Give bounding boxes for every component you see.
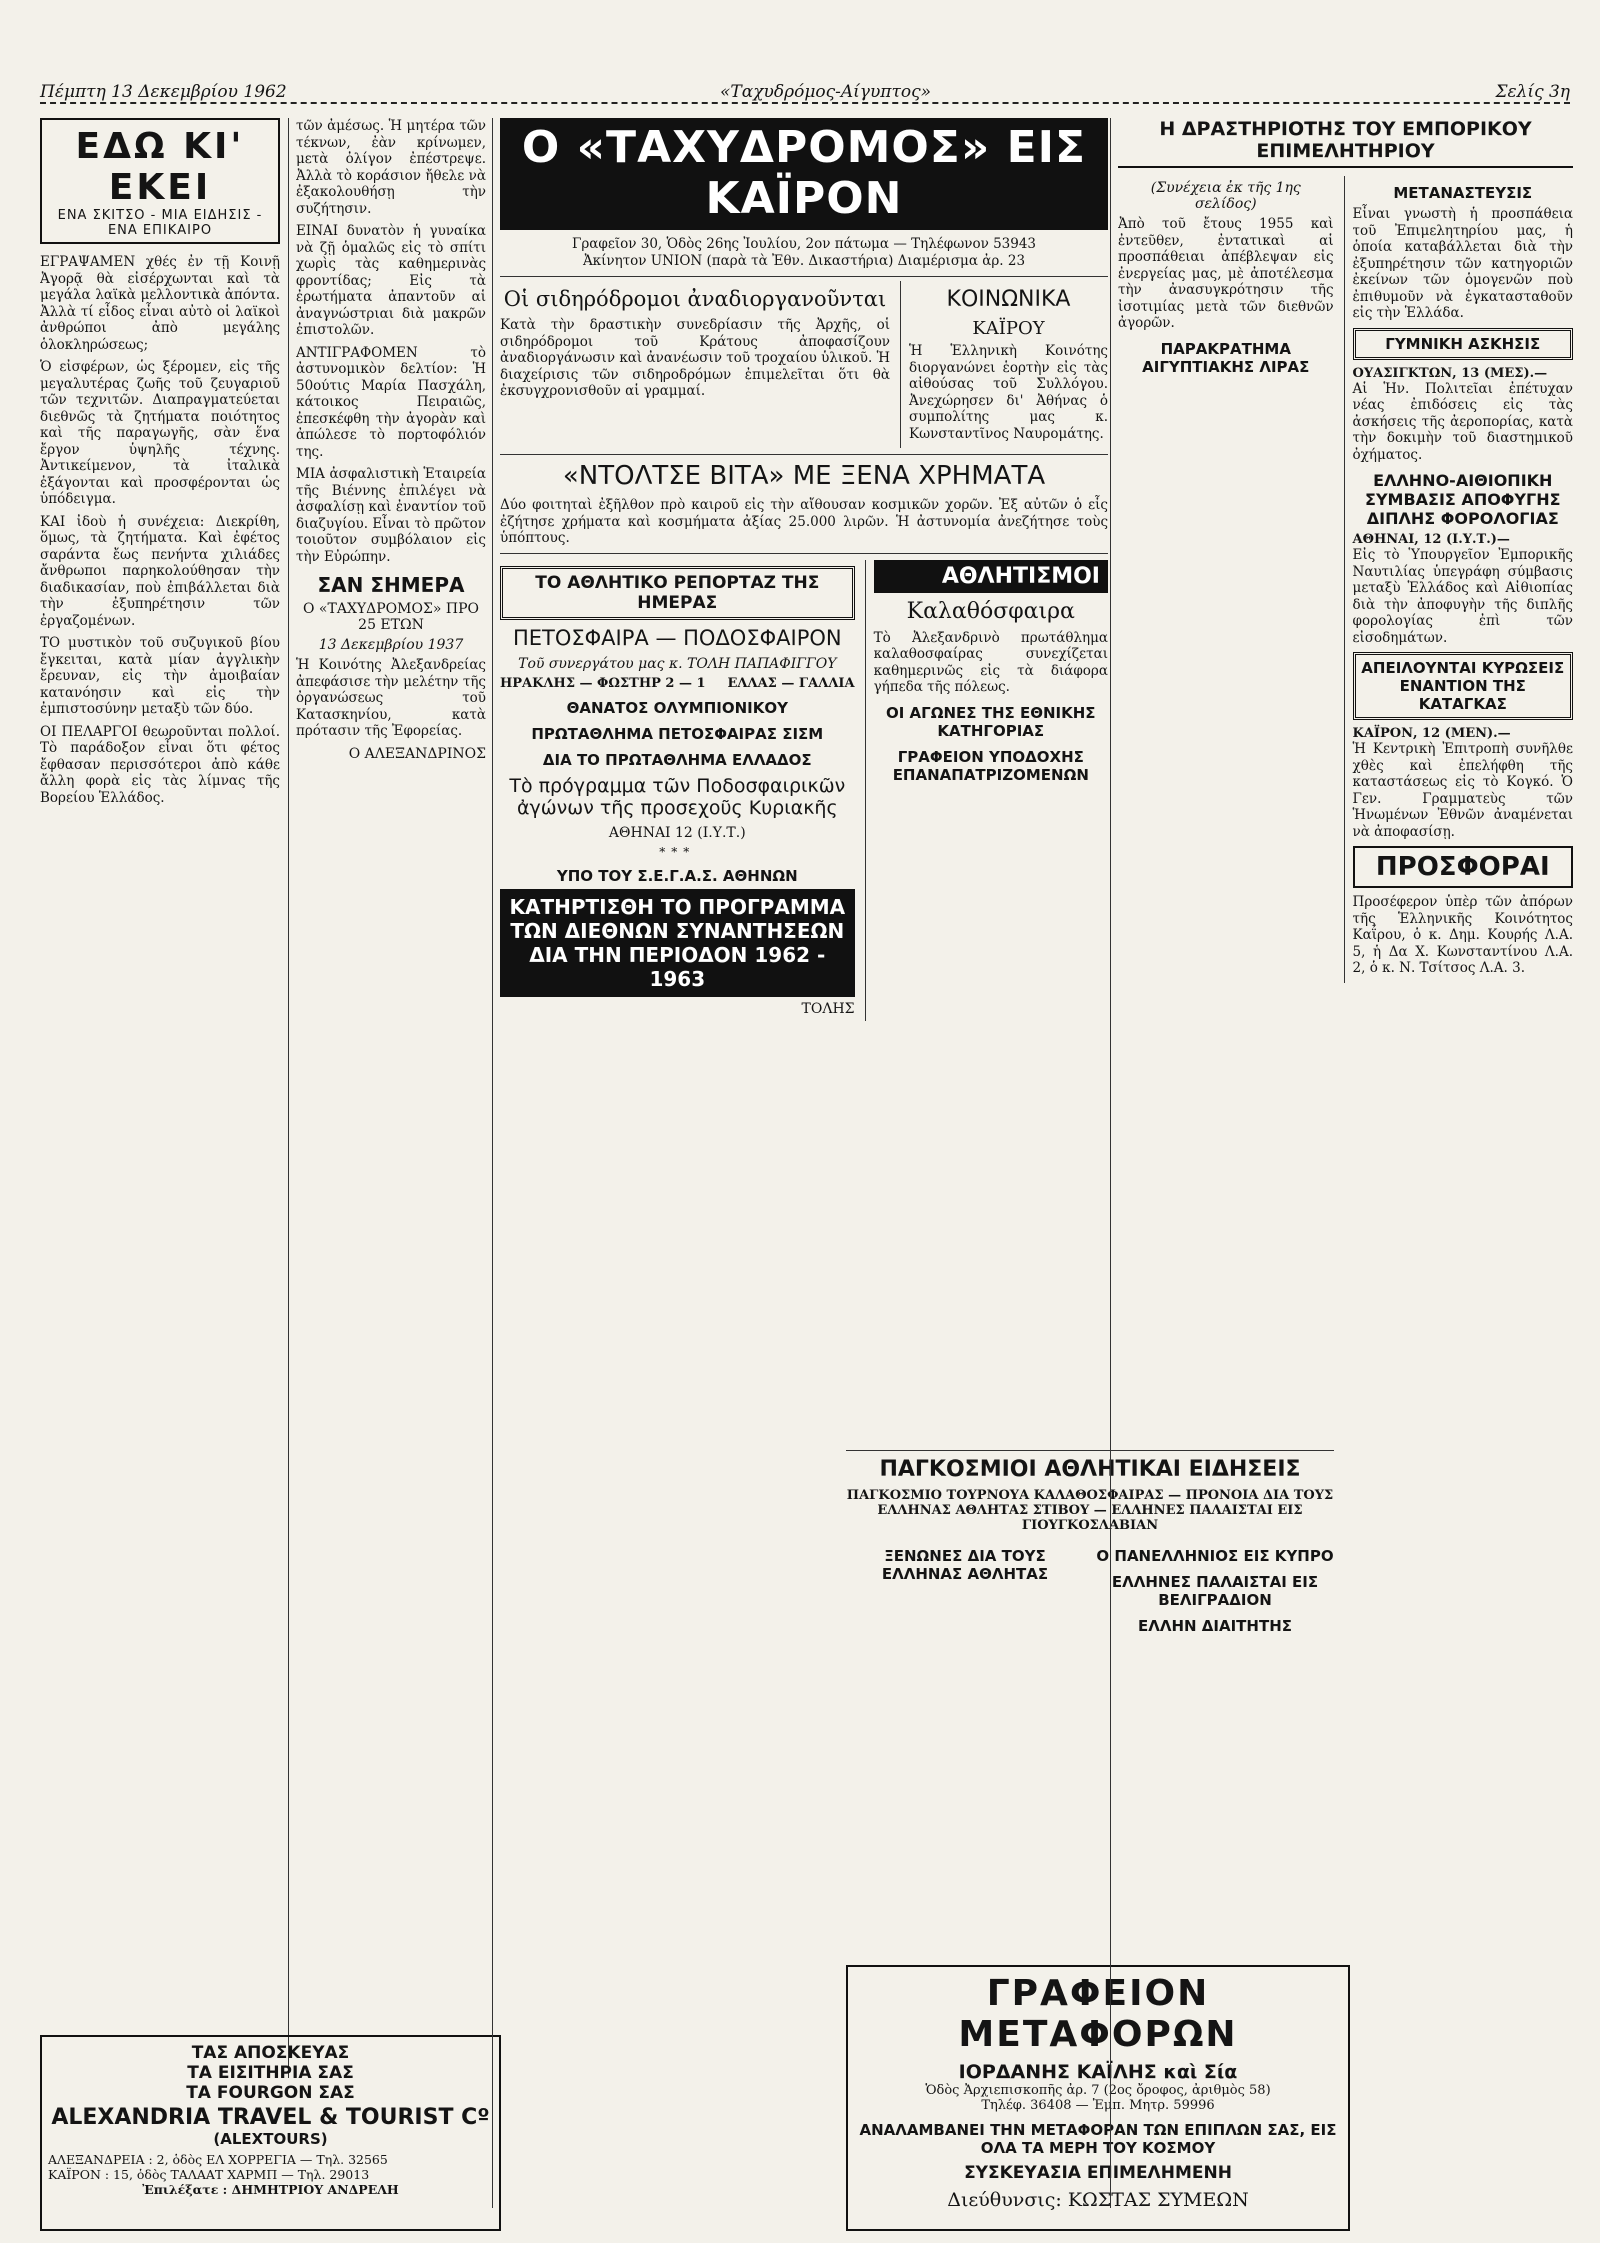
- transport-ad-phone: Τηλέφ. 36408 — Ἐμπ. Μητρ. 59996: [981, 2098, 1215, 2113]
- referee-heading: ΕΛΛΗΝ ΔΙΑΙΤΗΤΗΣ: [1138, 1617, 1292, 1635]
- col1-paragraph: ΕΓΡΑΨΑΜΕΝ χθές ἐν τῇ Κοινῇ Ἀγορᾷ θὰ εἰσέρχωνται καὶ τὰ μεγάλα λαϊκὰ μελλοντικὰ ἀπόντα. Ἀλλὰ τί εἶδος εἶναι αὐτὸ οἱ λαϊκοὶ ἀνθρώποι ἀπὸ μεγάλης ὁλοκληρώσεως;: [40, 254, 280, 353]
- col2-paragraph: ΑΝΤΙΓΡΑΦΟΜΕΝ τὸ ἀστυνομικὸν δελτίον: Ἡ 50ούτις Μαρία Πασχάλη, κάτοικος Πειραιῶς, ἐπεσκέφθη τὴν ἀγορὰν καὶ ἀπώλεσε τὸ πορτοφόλιόν της.: [296, 344, 486, 460]
- kairo-banner: Ο «ΤΑΧΥΔΡΟΜΟΣ» ΕΙΣ ΚΑΪΡΟΝ: [500, 118, 1108, 230]
- world-sports-subheadline: ΠΑΓΚΟΣΜΙΟ ΤΟΥΡΝΟΥΑ ΚΑΛΑΘΟΣΦΑΙΡΑΣ — ΠΡΟΝΟΙΑ ΔΙΑ ΤΟΥΣ ΕΛΛΗΝΑΣ ΑΘΛΗΤΑΣ ΣΤΙΒΟΥ — ΕΛΛΗΝΕΣ ΠΑΛΑΙΣΤΑΙ ΕΙΣ ΓΙΟΥΓΚΟΣΛΑΒΙΑΝ: [846, 1488, 1334, 1533]
- offers-heading: ΠΡΟΣΦΟΡΑΙ: [1353, 846, 1573, 888]
- volleyball-football-headline: ΠΕΤΟΣΦΑΙΡΑ — ΠΟΔΟΣΦΑΙΡΟΝ: [512, 625, 842, 650]
- masthead: [40, 82, 1570, 102]
- transport-ad-address: Ὁδὸς Ἀρχιεπισκοπῆς ἀρ. 7 (2ος ὄροφος, ἀριθμὸς 58): [925, 2083, 1271, 2098]
- segas-heading: ΥΠΟ ΤΟΥ Σ.Ε.Γ.Α.Σ. ΑΘΗΝΩΝ: [556, 866, 798, 885]
- address-line-2: Ἀκίνητον UNION (παρὰ τὰ Ἐθν. Δικαστήρια) Διαμέρισμα ἀρ. 23: [582, 253, 1026, 269]
- migration-text: Εἶναι γνωστὴ ἡ προσπάθεια τοῦ Ἐπιμελητηρίου μας, ἡ ὁποία καταβάλλεται διὰ τὴν ἐξυπηρέτησιν τῶν κατηγοριῶν ἐκείνων τῶν ὁμογενῶν ποὺ ἐπιθυμοῦν νὰ ἐγκατασταθοῦν εἰς τὴν Ἑλλάδα.: [1352, 206, 1573, 321]
- col1-paragraph: ΤΟ μυστικὸν τοῦ συζυγικοῦ βίου ἔγκειται, κατὰ μίαν ἀγγλικὴν ἔρευναν, εἰς τὴν ἀμοιβαίαν κατανόησιν καὶ εἰς τὴν ἐμπιστοσύνην μεταξὺ τῶν δύο.: [40, 635, 280, 717]
- kairo-office-address: [500, 236, 1108, 270]
- chamber-text: Ἀπὸ τοῦ ἔτους 1955 καὶ ἐντεῦθεν, ἐντατικαὶ αἱ προσπάθειαι ἀπέβλεψαν εἰς ἐνεργείας μας, μὲ ἀποτέλεσμα τὴν ἀνασυγκρότησιν τῆς ἰσοτιμίας μετὰ τῶν διεθνῶν ἀγορῶν.: [1118, 216, 1334, 331]
- anniversary-heading: ΣΑΝ ΣΗΜΕΡΑ: [317, 573, 465, 597]
- separator-stars: ***: [659, 844, 696, 859]
- column-divider: [492, 118, 493, 2208]
- right-columns: [1118, 176, 1573, 983]
- ad-agency-name: ALEXANDRIA TRAVEL & TOURIST Cº: [51, 2105, 490, 2130]
- ad-fourgon-line: ΤΑ FOURGON ΣΑΣ: [186, 2083, 355, 2103]
- treaty-dateline: ΑΘΗΝΑΙ, 12 (Ι.Υ.Τ.)—: [1352, 532, 1510, 547]
- transport-ad-title: ΓΡΑΦΕΙΟΝ ΜΕΤΑΦΟΡΩΝ: [958, 1973, 1238, 2055]
- panellinios-heading: Ο ΠΑΝΕΛΛΗΝΙΟΣ ΕΙΣ ΚΥΠΡΟ: [1096, 1547, 1334, 1565]
- exchange-heading: ΠΑΡΑΚΡΑΤΗΜΑ ΑΙΓΥΠΤΙΑΚΗΣ ΛΙΡΑΣ: [1142, 339, 1310, 376]
- migration-heading: ΜΕΤΑΝΑΣΤΕΥΣΙΣ: [1393, 184, 1533, 202]
- sports-report: [500, 560, 855, 1021]
- football-program-headline: Τὸ πρόγραμμα τῶν Ποδοσφαιρικῶν ἀγώνων τῆς προσεχοῦς Κυριακῆς: [509, 774, 846, 819]
- edo-ki-ekei-title: ΕΔΩ ΚΙ' ΕΚΕΙ: [75, 126, 245, 208]
- column-divider: [288, 118, 289, 2078]
- world-sports-left: [846, 1539, 1084, 1639]
- masthead-rule: [40, 102, 1570, 104]
- treaty-heading: ΕΛΛΗΝΟ-ΑΙΘΙΟΠΙΚΗ ΣΥΜΒΑΣΙΣ ΑΠΟΦΥΓΗΣ ΔΙΠΛΗΣ ΦΟΡΟΛΟΓΙΑΣ: [1365, 471, 1561, 528]
- offers-text: Προσέφερον ὑπὲρ τῶν ἀπόρων τῆς Ἑλληνικῆς Κοινότητος Καΐρου, ὁ κ. Δημ. Κουρής Λ.Α. 5, ἡ Δα Χ. Κωνσταντίνου Λ.Α. 2, ὁ κ. Ν. Τσίτσος Λ.Α. 3.: [1352, 894, 1573, 976]
- ad-contact: Ἐπιλέξατε : ΔΗΜΗΤΡΙΟΥ ΑΝΔΡΕΛΗ: [142, 2182, 399, 2197]
- transport-ad-owner: ΙΟΡΔΑΝΗΣ ΚΑΪΛΗΣ καὶ Σία: [958, 2061, 1238, 2083]
- chamber-of-commerce-headline: Η ΔΡΑΣΤΗΡΙΟΤΗΣ ΤΟΥ ΕΜΠΟΡΙΚΟΥ ΕΠΙΜΕΛΗΤΗΡΙΟΥ: [1118, 118, 1573, 168]
- transport-ad-services: ΑΝΑΛΑΜΒΑΝΕΙ ΤΗΝ ΜΕΤΑΦΟΡΑΝ ΤΩΝ ΕΠΙΠΛΩΝ ΣΑΣ, ΕΙΣ ΟΛΑ ΤΑ ΜΕΡΗ ΤΟΥ ΚΟΣΜΟΥ: [859, 2121, 1337, 2157]
- railway-headline: Οἱ σιδηρόδρομοι ἀναδιοργανοῦνται: [503, 287, 887, 311]
- gymnastics-dateline: ΟΥΑΣΙΓΚΤΩΝ, 13 (ΜΕΣ).—: [1352, 365, 1548, 381]
- anniversary-date: 13 Δεκεμβρίου 1937: [318, 637, 464, 653]
- wrestlers-heading: ΕΛΛΗΝΕΣ ΠΑΛΑΙΣΤΑΙ ΕΙΣ ΒΕΛΙΓΡΑΔΙΟΝ: [1111, 1573, 1319, 1609]
- match-results: [500, 676, 855, 691]
- national-category-heading: ΟΙ ΑΓΩΝΕΣ ΤΗΣ ΕΘΝΙΚΗΣ ΚΑΤΗΓΟΡΙΑΣ: [886, 703, 1096, 740]
- foreign-hostels-heading: ΞΕΝΩΝΕΣ ΔΙΑ ΤΟΥΣ ΕΛΛΗΝΑΣ ΑΘΛΗΤΑΣ: [881, 1547, 1049, 1583]
- column-edo-ki-ekei: [40, 118, 280, 2198]
- treaty-text: Εἰς τὸ Ὑπουργεῖον Ἐμπορικῆς Ναυτιλίας ὑπεγράφη σύμβασις μεταξὺ Ἑλλάδος καὶ Αἰθιοπίας διὰ τὴν ἀποφυγὴν τῆς διπλῆς φορολογίας ἐπὶ τῶν εἰσοδημάτων.: [1352, 547, 1573, 646]
- international-schedule-headline: ΚΑΤΗΡΤΙΣΘΗ ΤΟ ΠΡΟΓΡΑΜΜΑ ΤΩΝ ΔΙΕΘΝΩΝ ΣΥΝΑΝΤΗΣΕΩΝ ΔΙΑ ΤΗΝ ΠΕΡΙΟΔΟΝ 1962 - 1963: [500, 889, 855, 997]
- athletics-box: ΑΘΛΗΤΙΣΜΟΙ: [874, 560, 1108, 593]
- col2-paragraph: ΜΙΑ ἀσφαλιστικὴ Ἑταιρεία τῆς Βιέννης ἐπιλέγει νὰ ἀσφαλίσῃ καὶ ἐναντίον τοῦ διαζυγίου. Εἶναι τὸ πρῶτον τοιοῦτον συμβόλαιον εἰς τὴν Εὐρώπην.: [296, 466, 486, 565]
- anniversary-text: Ἡ Κοινότης Ἀλεξανδρείας ἀπεφάσισε τὴν μελέτην τῆς ὀργανώσεως τοῦ Κατασκηνίου, κατὰ πρότασιν τῆς Ἐφορείας.: [296, 657, 486, 739]
- dolce-vita-text: Δύο φοιτηταὶ ἐξῆλθον πρὸ καιροῦ εἰς τὴν αἴθουσαν κοσμικῶν χορῶν. Ἐξ αὐτῶν ὁ εἷς ἐζήτησε χρήματα καὶ κοσμήματα ἀξίας 25.000 λιρῶν. Ἡ ἀστυνομία ἀνεζήτησε τοὺς ὑπόπτους.: [500, 497, 1108, 546]
- match-ellas-gallia: ΕΛΛΑΣ — ΓΑΛΛΙΑ: [727, 675, 855, 691]
- col2-paragraph: τῶν ἀμέσως. Ἡ μητέρα τῶν τέκνων, ἐὰν κρίνωμεν, μετὰ ὀλίγον ἐπέστρεψε. Ἀλλὰ τὸ κοράσιον ἤθελε νὰ ἐξακολουθήσῃ τὴν συζήτησιν.: [296, 118, 486, 217]
- athens-dateline: ΑΘΗΝΑΙ 12 (Ι.Υ.Τ.): [608, 824, 746, 841]
- repatriation-office-heading: ΓΡΑΦΕΙΟΝ ΥΠΟΔΟΧΗΣ ΕΠΑΝΑΠΑΤΡΙΖΟΜΕΝΩΝ: [892, 747, 1089, 784]
- social-text: Ἡ Ἑλληνικὴ Κοινότης διοργανώνει ἑορτὴν εἰς τὰς αἰθούσας τοῦ Συλλόγου. Ἀνεχώρησεν δι' Ἀθήνας ὁ συμπολίτης μας κ. Κωνσταντῖνος Ναυρομάτης.: [909, 343, 1108, 442]
- center-top-row: [500, 276, 1108, 448]
- basketball-headline: Καλαθόσφαιρα: [906, 598, 1075, 624]
- right-column-a: [1118, 176, 1334, 983]
- sanctions-heading: ΑΠΕΙΛΟΥΝΤΑΙ ΚΥΡΩΣΕΙΣ ΕΝΑΝΤΙΟΝ ΤΗΣ ΚΑΤΑΓΚΑΣ: [1353, 652, 1573, 720]
- address-line-1: Γραφεῖον 30, Ὁδὸς 26ης Ἰουλίου, 2ον πάτωμα — Τηλέφωνον 53943: [571, 236, 1037, 252]
- masthead-paper: «Ταχυδρόμος-Αίγυπτος»: [720, 82, 932, 102]
- ad-luggage-line: ΤΑΣ ΑΠΟΣΚΕΥΑΣ: [191, 2043, 350, 2063]
- right-section: [1118, 118, 1573, 2218]
- masthead-page-number: Σελίς 3η: [1495, 82, 1570, 102]
- social-subheadline: ΚΑΪΡΟΥ: [972, 318, 1045, 339]
- social-headline: ΚΟΙΝΩΝΙΚΑ: [946, 287, 1071, 312]
- sports-report-banner: ΤΟ ΑΘΛΗΤΙΚΟ ΡΕΠΟΡΤΑΖ ΤΗΣ ΗΜΕΡΑΣ: [500, 566, 855, 620]
- transport-ad-packing: ΣΥΣΚΕΥΑΣΙΑ ΕΠΙΜΕΛΗΜΕΝΗ: [964, 2163, 1232, 2183]
- gymnastics-heading: ΓΥΜΝΙΚΗ ΑΣΚΗΣΙΣ: [1353, 328, 1573, 360]
- world-sports-headline: ΠΑΓΚΟΣΜΙΟΙ ΑΘΛΗΤΙΚΑΙ ΕΙΔΗΣΕΙΣ: [879, 1457, 1301, 1482]
- masthead-date: Πέμπτη 13 Δεκεμβρίου 1962: [40, 82, 287, 102]
- col1-paragraph: ΟΙ ΠΕΛΑΡΓΟΙ θεωροῦνται πολλοί. Τὸ παράδοξον εἶναι ὅτι φέτος ἔφθασαν περισσότεροι ἀπὸ κάθε ἄλλη φορὰ εἰς τὰς λίμνας τῆς Βορείου Ἑλλάδος.: [40, 723, 280, 806]
- travel-agency-ad: [40, 2035, 501, 2231]
- basketball-text: Τὸ Ἀλεξανδρινὸ πρωτάθλημα καλαθοσφαίρας συνεχίζεται καθημερινῶς εἰς τὰ διάφορα γήπεδα τῆς πόλεως.: [873, 629, 1108, 695]
- sanctions-dateline: ΚΑΪΡΟΝ, 12 (ΜΕΝ).—: [1352, 726, 1511, 741]
- match-iraklis-fostir: ΗΡΑΚΛΗΣ — ΦΩΣΤΗΡ 2 — 1: [500, 675, 706, 691]
- olympian-death-heading: ΘΑΝΑΤΟΣ ΟΛΥΜΠΙΟΝΙΚΟΥ: [566, 698, 788, 717]
- transport-ad-manager: Διεύθυνσις: ΚΩΣΤΑΣ ΣΥΜΕΩΝ: [947, 2189, 1249, 2211]
- sports-byline: Τοῦ συνεργάτου μας κ. ΤΟΛΗ ΠΑΠΑΦΙΓΓΟΥ: [518, 655, 837, 672]
- volleyball-championship-heading: ΠΡΩΤΑΘΛΗΜΑ ΠΕΤΟΣΦΑΙΡΑΣ ΣΙΣΜ: [531, 724, 824, 743]
- ad-brand: (ALEXTOURS): [213, 2130, 328, 2148]
- anniversary-subheading: Ο «ΤΑΧΥΔΡΟΜΟΣ» ΠΡΟ 25 ΕΤΩΝ: [303, 601, 479, 633]
- edo-ki-ekei-header: [40, 118, 280, 244]
- basketball-column: [865, 560, 1108, 1021]
- column-two: [296, 118, 486, 2028]
- right-column-b: [1344, 176, 1573, 983]
- anniversary-signature: Ο ΑΛΕΞΑΝΔΡΙΝΟΣ: [348, 745, 486, 762]
- greek-championship-heading: ΔΙΑ ΤΟ ΠΡΩΤΑΘΛΗΜΑ ΕΛΛΑΔΟΣ: [542, 750, 812, 769]
- dolce-vita-headline: «ΝΤΟΛΤΣΕ ΒΙΤΑ» ΜΕ ΞΕΝΑ ΧΡΗΜΑΤΑ: [500, 454, 1108, 491]
- railway-article: [500, 281, 890, 448]
- col2-paragraph: ΕΙΝΑΙ δυνατὸν ἡ γυναίκα νὰ ζῇ ὁμαλῶς εἰς τὸ σπίτι χωρὶς τὰς καθημερινὰς φροντίδας; Εἰς τὰ ἐρωτήματα ἀπαντοῦν αἱ ἀναγνώστριαι διὰ μακρῶν ἐπιστολῶν.: [296, 223, 486, 338]
- social-column: [900, 281, 1108, 448]
- ad-tickets-line: ΤΑ ΕΙΣΙΤΗΡΙΑ ΣΑΣ: [187, 2063, 354, 2083]
- sports-row: [500, 553, 1108, 1021]
- ad-cairo-address: ΚΑΪΡΟΝ : 15, ὁδὸς ΤΑΛΑΑΤ ΧΑΡΜΠ — Τηλ. 29013: [48, 2167, 370, 2182]
- col1-paragraph: ΚΑΙ ἰδοὺ ἡ συνέχεια: Διεκρίθη, ὅμως, τὰ ζητήματα. Καὶ ἐφέτος σαράντα ἔως πενήντα χιλιάδες ἄνθρωποι παρηκολούθησαν τὴν διαδικασίαν, ποὺ ἐπιβάλλεται διὰ τὴν ἐξυπηρέτησιν τῶν ἐργαζομένων.: [40, 513, 280, 629]
- edo-ki-ekei-subtitle: ΕΝΑ ΣΚΙΤΣΟ - ΜΙΑ ΕΙΔΗΣΙΣ - ΕΝΑ ΕΠΙΚΑΙΡΟ: [57, 208, 263, 238]
- ad-alexandria-address: ΑΛΕΞΑΝΔΡΕΙΑ : 2, ὁδὸς ΕΛ ΧΟΡΡΕΓΙΑ — Τηλ. 32565: [48, 2152, 388, 2167]
- railway-text: Κατὰ τὴν δραστικὴν συνεδρίασιν τῆς Ἀρχῆς, οἱ σιδηρόδρομοι τοῦ Κράτους ἀποφασίζουν ἀναδιοργάνωσιν καὶ ἀνανέωσιν τοῦ τροχαίου ὑλικοῦ. Ἡ διαχείρισις τῶν σιδηροδρόμων ἐπιμελεῖται ὅτι θὰ ἐκσυγχρονισθοῦν αἱ γραμμαί.: [500, 317, 891, 399]
- continued-note: (Συνέχεια ἐκ τῆς 1ης σελίδος): [1150, 180, 1301, 212]
- sports-signoff: ΤΟΛΗΣ: [801, 1000, 855, 1017]
- gymnastics-text: Αἱ Ἡν. Πολιτεῖαι ἐπέτυχαν νέας ἐπιδόσεις εἰς τὰς ἀσκήσεις τῆς ἀεροπορίας, κατὰ τὴν δοκιμὴν τοῦ διαστημικοῦ ὀχήματος.: [1352, 380, 1573, 463]
- col1-paragraph: Ὁ εἰσφέρων, ὡς ξέρομεν, εἰς τῆς μεγαλυτέρας ζωῆς τοῦ ζευγαριοῦ τῶν τεχνιτῶν. Διαπραγματεύεται διεθνῶς τὰ ζητήματα ποιότητος καὶ τῆς παραγωγῆς, σὰν ἕνα ἔργον ὑψηλῆς τέχνης. Ἀντικείμενον, τὰ ἰταλικὰ ἐξάγονται καὶ προσφέρονται ὡς ὑπόδειγμα.: [40, 359, 280, 507]
- column-divider: [1110, 118, 1111, 2208]
- sanctions-text: Ἡ Κεντρικὴ Ἐπιτροπὴ συνῆλθε χθὲς καὶ ἐπελήφθη τῆς καταστάσεως εἰς τὸ Κογκό. Ὁ Γεν. Γραμματεὺς τῶν Ἡνωμένων Ἐθνῶν ἀναμένεται νὰ ἀποφασίσῃ.: [1352, 741, 1573, 840]
